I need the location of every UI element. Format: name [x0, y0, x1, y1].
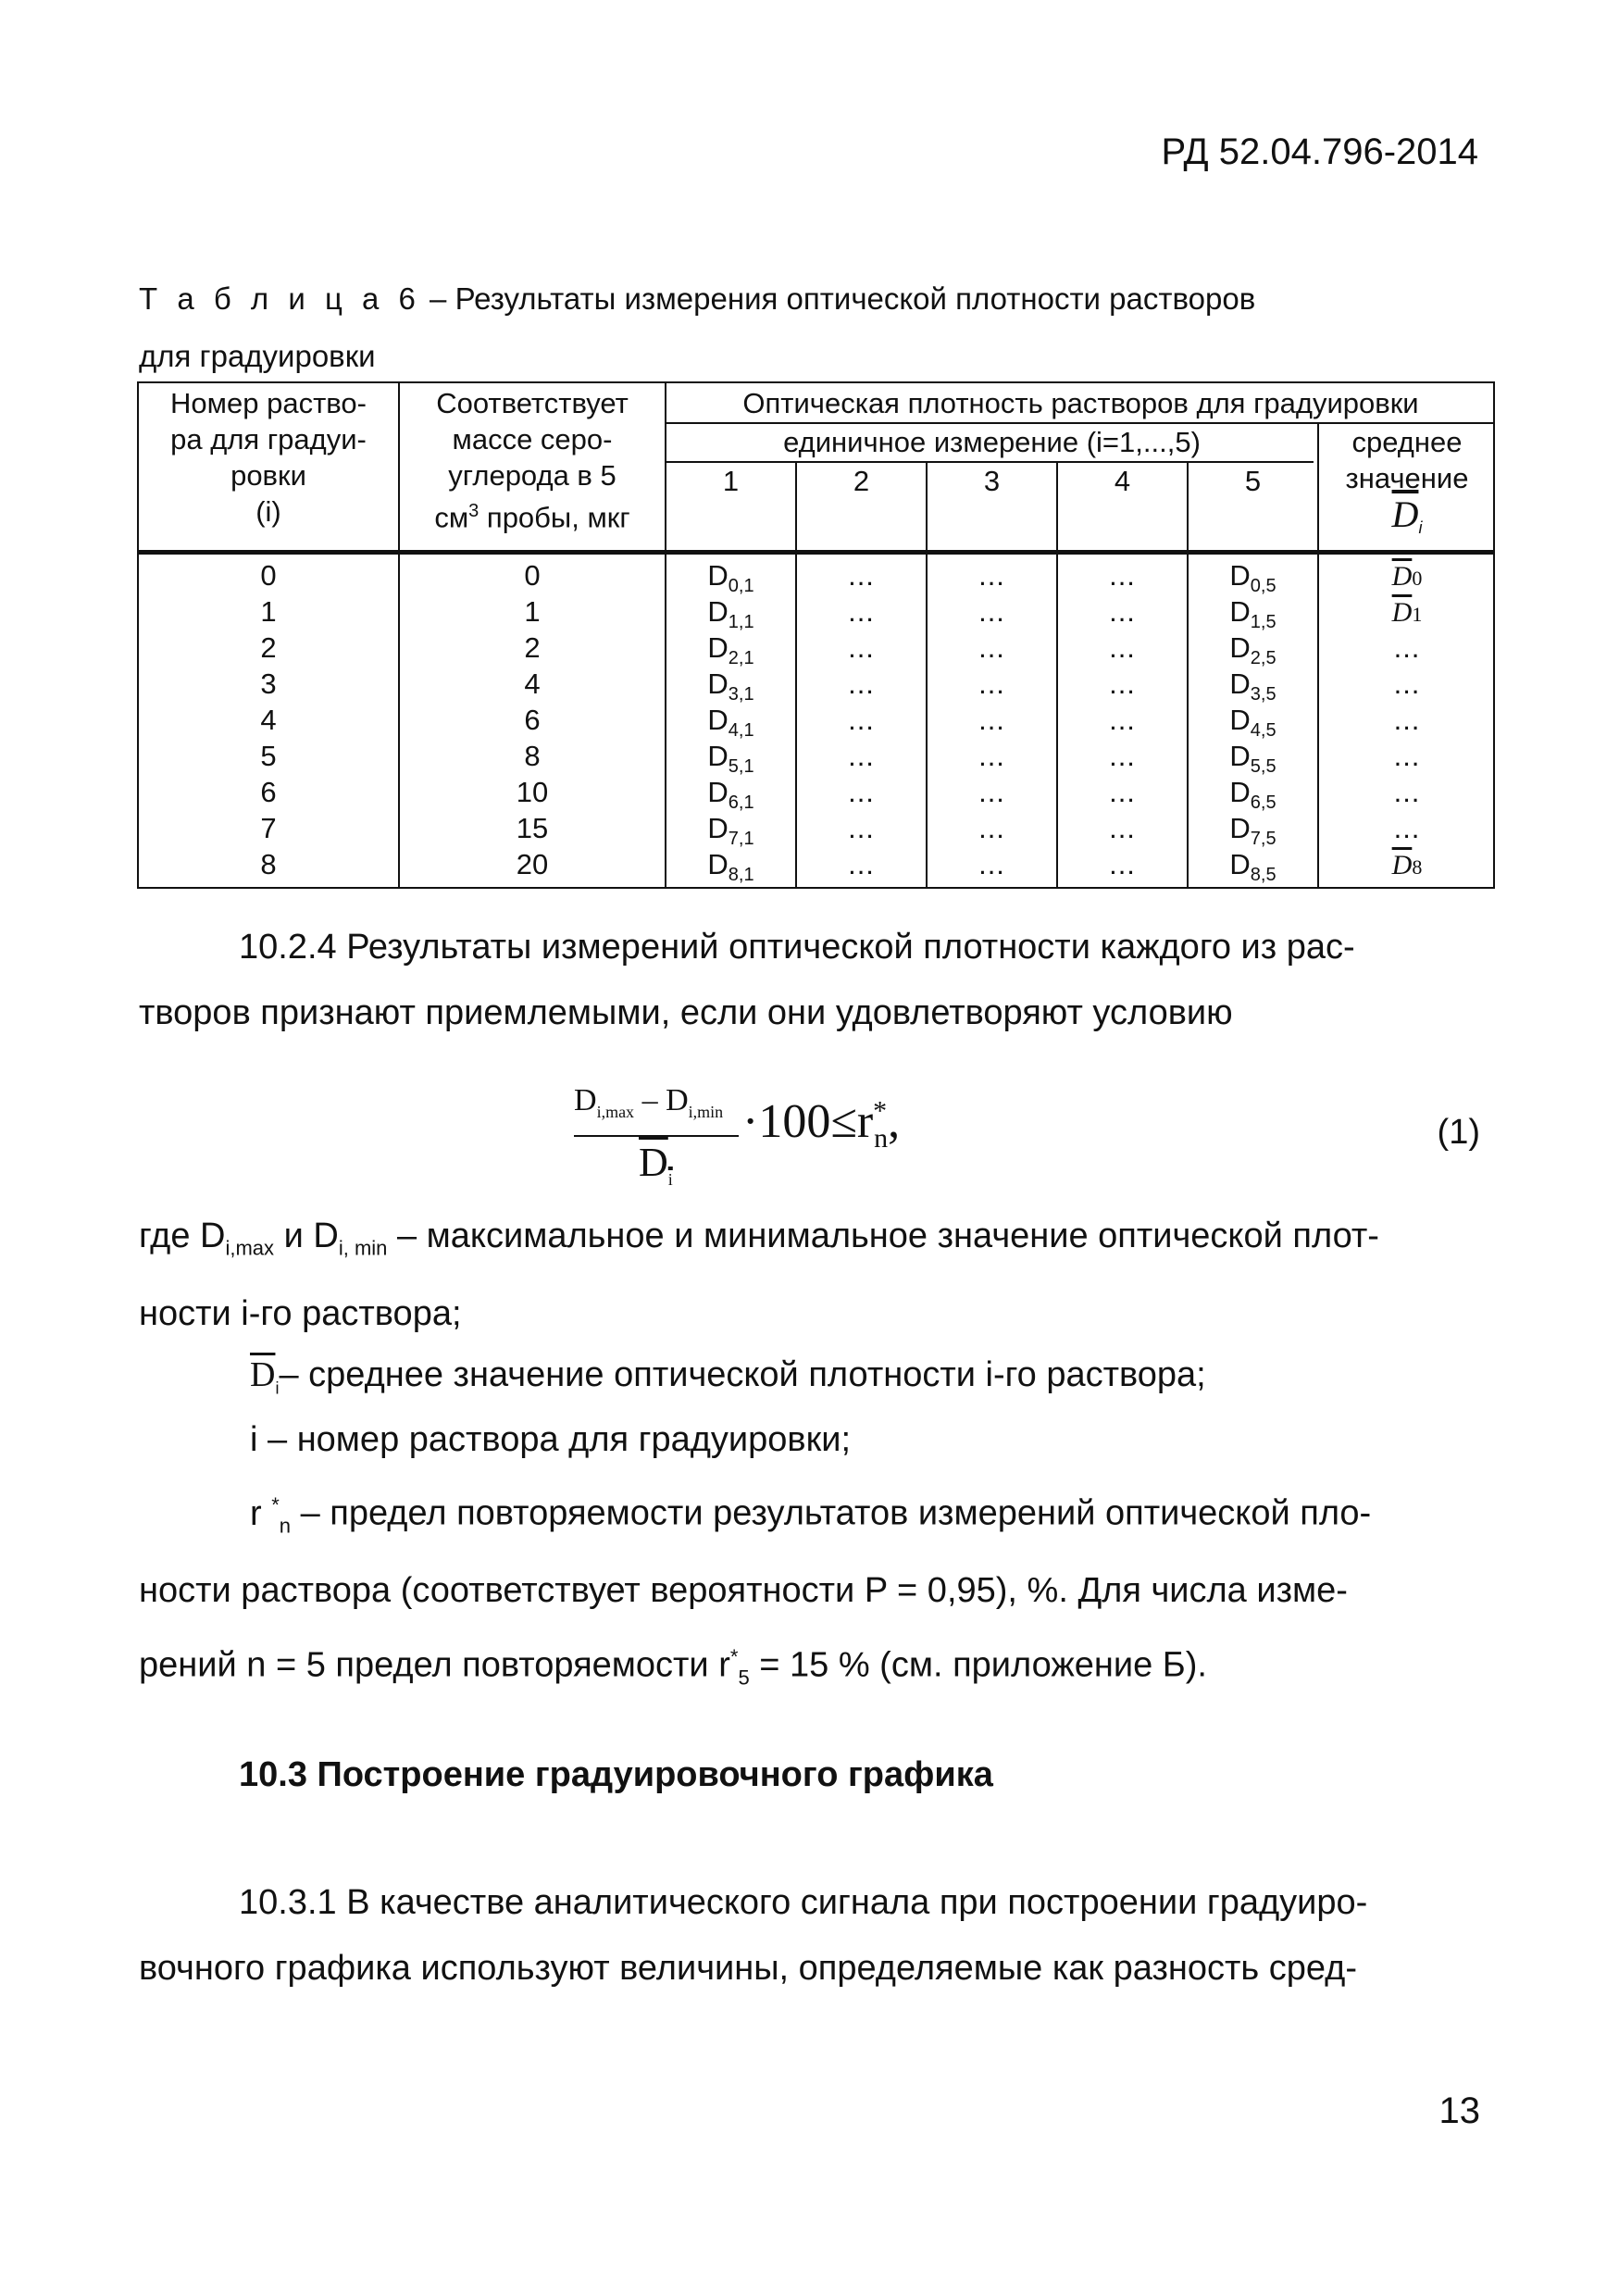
header-average: среднее значение $\overline{D}_i$ [1345, 426, 1469, 538]
cell-measure-2: ... [848, 559, 875, 592]
table-row [139, 593, 1495, 633]
cell-solution-number: 1 [260, 595, 277, 628]
page-number: 13 [1438, 2090, 1480, 2131]
cell-solution-number: 0 [260, 559, 277, 592]
cell-measure-1: $D_{3,1}$ [707, 668, 754, 705]
cell-measure-3: ... [978, 668, 1005, 700]
cell-measure-4: ... [1109, 631, 1136, 664]
table-row [139, 810, 1495, 850]
cell-measure-1: $D_{4,1}$ [707, 704, 754, 742]
cell-mass: 1 [524, 595, 541, 628]
cell-measure-1: $D_{1,1}$ [707, 595, 754, 633]
cell-measure-4: ... [1109, 559, 1136, 592]
definition-dmax-dmin: где $D_{i,max}$ и $D_{i, min}$ – максимальное и минимальное значение оптической плот- ности i-го раствора; [139, 1217, 1379, 1333]
cell-mass: 20 [516, 848, 549, 880]
cell-measure-4: ... [1109, 848, 1136, 880]
cell-average: $\overline{D}8$ [1391, 850, 1423, 880]
cell-measure-1: $D_{0,1}$ [707, 559, 754, 597]
cell-measure-3: ... [978, 704, 1005, 736]
table-row [139, 774, 1495, 814]
header-measure-1: 1 [722, 465, 740, 497]
cell-measure-5: $D_{6,5}$ [1229, 776, 1277, 814]
cell-average: ... [1393, 631, 1421, 664]
cell-solution-number: 7 [260, 812, 277, 844]
formula-numerator: $D_{i,max} - D_{i,min}$ [574, 1083, 724, 1121]
document-code: РД 52.04.796-2014 [1161, 131, 1478, 172]
cell-measure-4: ... [1109, 704, 1136, 736]
cell-measure-3: ... [978, 740, 1005, 772]
table-caption-text2: для градуировки [139, 339, 376, 373]
cell-average: ... [1393, 668, 1421, 700]
section-10-3-title: 10.3 Построение градуировочного графика [239, 1755, 993, 1794]
cell-mass: 8 [524, 740, 541, 772]
cell-measure-3: ... [978, 631, 1005, 664]
formula-denominator: $D_i$ [639, 1140, 673, 1189]
results-table [137, 381, 1495, 889]
cell-measure-3: ... [978, 812, 1005, 844]
cell-measure-1: $D_{2,1}$ [707, 631, 754, 669]
cell-measure-5: $D_{2,5}$ [1229, 631, 1277, 669]
cell-measure-2: ... [848, 776, 875, 808]
cell-mass: 0 [524, 559, 541, 592]
cell-measure-2: ... [848, 812, 875, 844]
definition-r: r *$_n$ – предел повторяемости результатов измерений оптической пло- ности раствора (соответствует вероятности P = 0,95), %. Для числа изме- рений n = 5 предел повторяемости $r^*_5 = 15$ % (см. приложение Б). [139, 1493, 1372, 1690]
cell-mass: 6 [524, 704, 541, 736]
header-measure-5: 5 [1244, 465, 1262, 497]
table-row [139, 666, 1495, 705]
cell-measure-1: $D_{6,1}$ [707, 776, 754, 814]
cell-average: ... [1393, 740, 1421, 772]
definition-dbar: $\overline{D}_i-$ среднее значение оптической плотности i-го раствора; [250, 1355, 1206, 1398]
cell-measure-4: ... [1109, 668, 1136, 700]
cell-measure-4: ... [1109, 740, 1136, 772]
cell-solution-number: 2 [260, 631, 277, 664]
cell-average: ... [1393, 812, 1421, 844]
header-mass: Соответствует массе серо- углерода в 5 $см^3$ пробы, мкг [434, 387, 630, 534]
cell-measure-2: ... [848, 595, 875, 628]
table-row [139, 846, 1495, 886]
cell-measure-1: $D_{5,1}$ [707, 740, 754, 778]
header-optical-density: Оптическая плотность растворов для градуировки [742, 387, 1419, 419]
cell-measure-5: $D_{3,5}$ [1229, 668, 1277, 705]
formula-1 [574, 1083, 1037, 1194]
cell-mass: 4 [524, 668, 541, 700]
cell-measure-4: ... [1109, 812, 1136, 844]
cell-solution-number: 8 [260, 848, 277, 880]
cell-measure-1: $D_{7,1}$ [707, 812, 754, 850]
table-caption-text: – Результаты измерения оптической плотности растворов [420, 281, 1256, 316]
cell-measure-5: $D_{1,5}$ [1229, 595, 1277, 633]
cell-measure-5: $D_{0,5}$ [1229, 559, 1277, 597]
paragraph-10-2-4: 10.2.4 Результаты измерений оптической плотности каждого из рас- творов признают приемлемыми, если они удовлетворяют условию [139, 928, 1355, 1032]
cell-average: $\overline{D}1$ [1391, 597, 1423, 628]
cell-measure-2: ... [848, 631, 875, 664]
cell-measure-4: ... [1109, 776, 1136, 808]
table-caption-label: Т а б л и ц а 6 [139, 281, 421, 316]
cell-mass: 15 [516, 812, 549, 844]
cell-measure-5: $D_{5,5}$ [1229, 740, 1277, 778]
cell-measure-5: $D_{8,5}$ [1229, 848, 1277, 886]
table-row [139, 557, 1495, 597]
cell-solution-number: 6 [260, 776, 277, 808]
cell-measure-4: ... [1109, 595, 1136, 628]
cell-measure-2: ... [848, 740, 875, 772]
paragraph-10-3-1: 10.3.1 В качестве аналитического сигнала при построении градуиро- вочного графика используют величины, определяемые как разность сред- [139, 1883, 1368, 1988]
cell-measure-3: ... [978, 595, 1005, 628]
header-measure-4: 4 [1114, 465, 1131, 497]
cell-average: $\overline{D}0$ [1391, 561, 1423, 592]
table-row [139, 738, 1495, 778]
table-row [139, 630, 1495, 669]
table-row [139, 702, 1495, 742]
formula-inequality: $\cdot 100\le r^*_n$, [742, 1095, 901, 1154]
equation-number: (1) [1437, 1113, 1480, 1152]
cell-measure-2: ... [848, 848, 875, 880]
cell-measure-2: ... [848, 668, 875, 700]
cell-mass: 2 [524, 631, 541, 664]
cell-solution-number: 4 [260, 704, 277, 736]
cell-mass: 10 [516, 776, 549, 808]
cell-measure-3: ... [978, 848, 1005, 880]
cell-average: ... [1393, 776, 1421, 808]
definition-i: i – номер раствора для градуировки; [250, 1420, 852, 1459]
cell-measure-3: ... [978, 559, 1005, 592]
cell-measure-3: ... [978, 776, 1005, 808]
header-single-measurement: единичное измерение (i=1,...,5) [783, 426, 1201, 458]
header-measure-3: 3 [983, 465, 1001, 497]
cell-measure-2: ... [848, 704, 875, 736]
cell-average: ... [1393, 704, 1421, 736]
cell-measure-5: $D_{4,5}$ [1229, 704, 1277, 742]
header-solution-number: Номер раство- ра для градуи- ровки (i) [170, 387, 367, 528]
cell-solution-number: 3 [260, 668, 277, 700]
header-measure-2: 2 [853, 465, 870, 497]
cell-measure-5: $D_{7,5}$ [1229, 812, 1277, 850]
cell-solution-number: 5 [260, 740, 277, 772]
cell-measure-1: $D_{8,1}$ [707, 848, 754, 886]
table-caption [139, 270, 1481, 385]
